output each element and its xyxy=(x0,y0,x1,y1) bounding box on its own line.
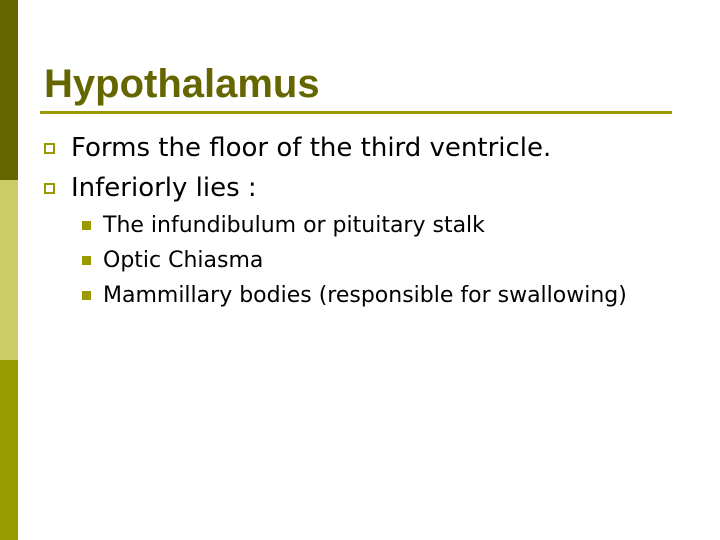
filled-square-bullet-icon xyxy=(82,256,91,265)
sub-bullet-text: The infundibulum or pituitary stalk xyxy=(103,212,485,238)
hollow-square-bullet-icon xyxy=(44,143,55,154)
sub-bullet-item xyxy=(82,245,263,275)
title-underline xyxy=(40,111,672,114)
sub-bullet-text: Mammillary bodies (responsible for swallowing) xyxy=(103,282,627,308)
sub-bullet-text: Optic Chiasma xyxy=(103,247,264,273)
hollow-square-bullet-icon xyxy=(44,183,55,194)
bullet-text: Inferiorly lies : xyxy=(71,173,257,203)
filled-square-bullet-icon xyxy=(82,291,91,300)
sidebar-band-bottom xyxy=(0,360,18,540)
filled-square-bullet-icon xyxy=(82,221,91,230)
slide-title: Hypothalamus xyxy=(44,62,320,106)
bullet-text: Forms the floor of the third ventricle. xyxy=(71,133,552,163)
sidebar-band-middle xyxy=(0,180,18,360)
sidebar-band-top xyxy=(0,0,18,180)
bullet-item xyxy=(44,131,551,165)
bullet-item xyxy=(44,171,257,205)
sub-bullet-item xyxy=(82,210,485,240)
sub-bullet-item xyxy=(82,280,627,310)
